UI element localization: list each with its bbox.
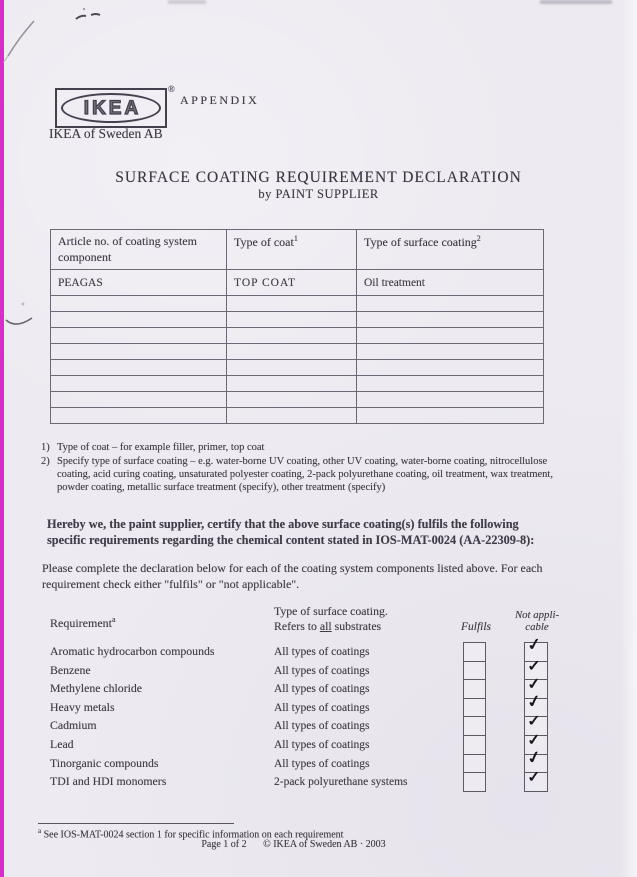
- footer-pagination: [0, 839, 587, 850]
- footer-note-marker: a: [38, 827, 42, 835]
- coating-table-cell: [357, 360, 544, 376]
- requirement-label: TDI and HDI monomers: [50, 774, 167, 789]
- footnote-text: Type of coat – for example filler, primer, top coat: [57, 442, 265, 453]
- coating-table-cell: [227, 312, 357, 328]
- requirement-row: [0, 766, 637, 791]
- requirement-label: Methylene chloride: [50, 681, 143, 696]
- coating-table-cell: [51, 344, 227, 360]
- coating-table-header-surface-coating: Type of surface coating$^2$: [357, 230, 544, 270]
- requirement-row: [0, 729, 637, 754]
- coating-table-cell: TOP COAT: [227, 270, 357, 296]
- requirement-row: [0, 655, 637, 680]
- requirement-label: Tinorganic compounds: [50, 755, 159, 770]
- requirement-row: [0, 711, 637, 735]
- requirement-row: [0, 746, 637, 773]
- ikea-logo: [55, 88, 167, 128]
- coating-table-cell: [227, 344, 357, 360]
- fulfils-checkbox: [463, 642, 486, 662]
- checkmark-icon: ✓: [525, 690, 543, 713]
- coating-table-cell: [227, 376, 357, 392]
- coating-table-cell: [51, 312, 227, 328]
- coating-table-cell: [357, 376, 544, 392]
- requirement-label: Aromatic hydrocarbon compounds: [50, 644, 215, 658]
- fulfils-column-header: Fulfils: [460, 621, 492, 633]
- checkmark-icon: ✓: [526, 766, 541, 787]
- pen-hook-icon: [6, 318, 32, 324]
- fulfils-checkbox: [463, 754, 486, 774]
- coating-table-body: [51, 270, 544, 424]
- fulfils-checkbox: [463, 735, 486, 755]
- not-applicable-checkbox: [524, 766, 548, 792]
- coating-table-row: [51, 360, 544, 376]
- coating-table-header-type-of-coat: Type of coat$^1$: [227, 230, 357, 270]
- coating-table-cell: [51, 376, 227, 392]
- certification-statement: Hereby we, the paint supplier, certify that the above surface coating(s) fulfils the following specific requirements regarding the chemical content stated in IOS-MAT-0024 (AA-22309-8):: [47, 517, 535, 548]
- appendix-label: APPENDIX: [180, 93, 260, 107]
- footnote: [40, 455, 556, 494]
- coating-table-row: [51, 296, 544, 312]
- document-subtitle: by PAINT SUPPLIER: [258, 187, 379, 201]
- coating-table-cell: [227, 408, 357, 424]
- copyright: © IKEA of Sweden AB · 2003: [263, 839, 386, 850]
- fulfils-checkbox: [463, 716, 486, 736]
- requirement-column-header: Requirement$^a$: [50, 615, 116, 630]
- coating-table-cell: [51, 360, 227, 376]
- requirement-label: Heavy metals: [50, 699, 115, 714]
- ikea-logo-text: IKEA: [83, 97, 142, 119]
- requirement-coating-type: All types of coatings: [274, 738, 370, 751]
- requirement-coating-type: All types of coatings: [274, 646, 370, 658]
- coating-table-cell: PEAGAS: [51, 270, 227, 296]
- pen-tick-icon: [91, 14, 100, 15]
- requirement-coating-type: All types of coatings: [274, 683, 370, 696]
- fulfils-checkbox: [463, 679, 486, 699]
- coating-table-cell: [227, 392, 357, 408]
- coating-table-cell: [227, 328, 357, 344]
- requirement-coating-type: All types of coatings: [274, 720, 370, 733]
- checkmark-icon: ✓: [526, 729, 541, 750]
- coating-table-cell: [357, 296, 544, 312]
- requirement-coating-type: 2-pack polyurethane systems: [274, 776, 408, 789]
- coating-table-header-article: Article no. of coating system component: [51, 230, 227, 270]
- coating-table-cell: [357, 408, 544, 424]
- not-applicable-column-header: Not appli- cable: [514, 609, 560, 634]
- requirement-coating-type: All types of coatings: [274, 701, 370, 714]
- table-footnotes: [40, 441, 556, 496]
- coating-table-row: [51, 270, 544, 296]
- coating-column-header: Type of surface coating. Refers to all substrates: [274, 604, 388, 634]
- scan-smudge: [168, 0, 206, 4]
- coating-table-cell: [357, 328, 544, 344]
- coating-table-row: [51, 312, 544, 328]
- footnote-marker: 1): [41, 442, 50, 453]
- pen-stroke-icon: [8, 21, 34, 56]
- checkmark-icon: ✓: [524, 746, 544, 769]
- requirement-label: Cadmium: [50, 718, 97, 733]
- requirement-row: [0, 690, 637, 717]
- pen-dot-icon: [83, 8, 85, 10]
- coating-table: [50, 229, 544, 424]
- pen-tick-icon: [76, 16, 86, 19]
- coating-table-cell: [357, 344, 544, 360]
- coating-table-cell: [51, 296, 227, 312]
- checkmark-icon: ✓: [527, 711, 541, 731]
- completion-instructions: Please complete the declaration below for each of the coating system components listed above. For each requirement check either "fulfils" or "not applicable".: [42, 561, 543, 591]
- coating-table-row: [51, 376, 544, 392]
- requirement-label: Benzene: [50, 662, 91, 677]
- pen-dot-icon: [22, 303, 25, 306]
- document-title: SURFACE COATING REQUIREMENT DECLARATION: [115, 169, 522, 186]
- coating-table-cell: [357, 392, 544, 408]
- checkmark-icon: ✓: [526, 655, 541, 675]
- coating-table-cell: [51, 408, 227, 424]
- requirements-rows: [0, 634, 637, 791]
- requirement-row: [0, 673, 637, 698]
- page-number: Page 1 of 2: [201, 839, 247, 850]
- coating-table-cell: [357, 312, 544, 328]
- coating-table-cell: [51, 392, 227, 408]
- ikea-logo-oval: [61, 93, 161, 123]
- fulfils-checkbox: [463, 661, 486, 681]
- checkmark-icon: ✓: [525, 634, 543, 656]
- coating-table-row: [51, 344, 544, 360]
- coating-table-row: [51, 408, 544, 424]
- footnote-text: Specify type of surface coating – e.g. water-borne UV coating, other UV coating, water-borne coating, nitrocellulose coating, acid curing coating, unsaturated polyester coating, 2-pack polyurethane coating, oil treatment, wax treatment, powder coating, metallic surface treatment (specify), other treatment (specify): [57, 456, 553, 494]
- scan-smudge: [540, 0, 612, 4]
- footnote: [40, 441, 556, 454]
- requirement-coating-type: All types of coatings: [274, 664, 370, 677]
- fulfils-checkbox: [463, 772, 486, 792]
- requirement-label: Lead: [50, 736, 74, 751]
- coating-table-cell: Oil treatment: [357, 270, 544, 296]
- registered-trademark-icon: ®: [168, 84, 175, 94]
- footer-note-text: See IOS-MAT-0024 section 1 for specific information on each requirement: [43, 829, 344, 841]
- requirement-row: [0, 634, 637, 661]
- coating-table-row: [51, 392, 544, 408]
- footnote-divider: [38, 823, 234, 824]
- company-name: IKEA of Sweden AB: [49, 126, 163, 141]
- coating-table-cell: [227, 296, 357, 312]
- footnote-marker: 2): [41, 456, 50, 468]
- coating-table-cell: [227, 360, 357, 376]
- coating-table-row: [51, 328, 544, 344]
- fulfils-checkbox: [463, 698, 486, 718]
- requirement-coating-type: All types of coatings: [274, 757, 370, 770]
- coating-table-header-row: [51, 230, 544, 270]
- checkmark-icon: ✓: [526, 673, 542, 694]
- coating-table-cell: [51, 328, 227, 344]
